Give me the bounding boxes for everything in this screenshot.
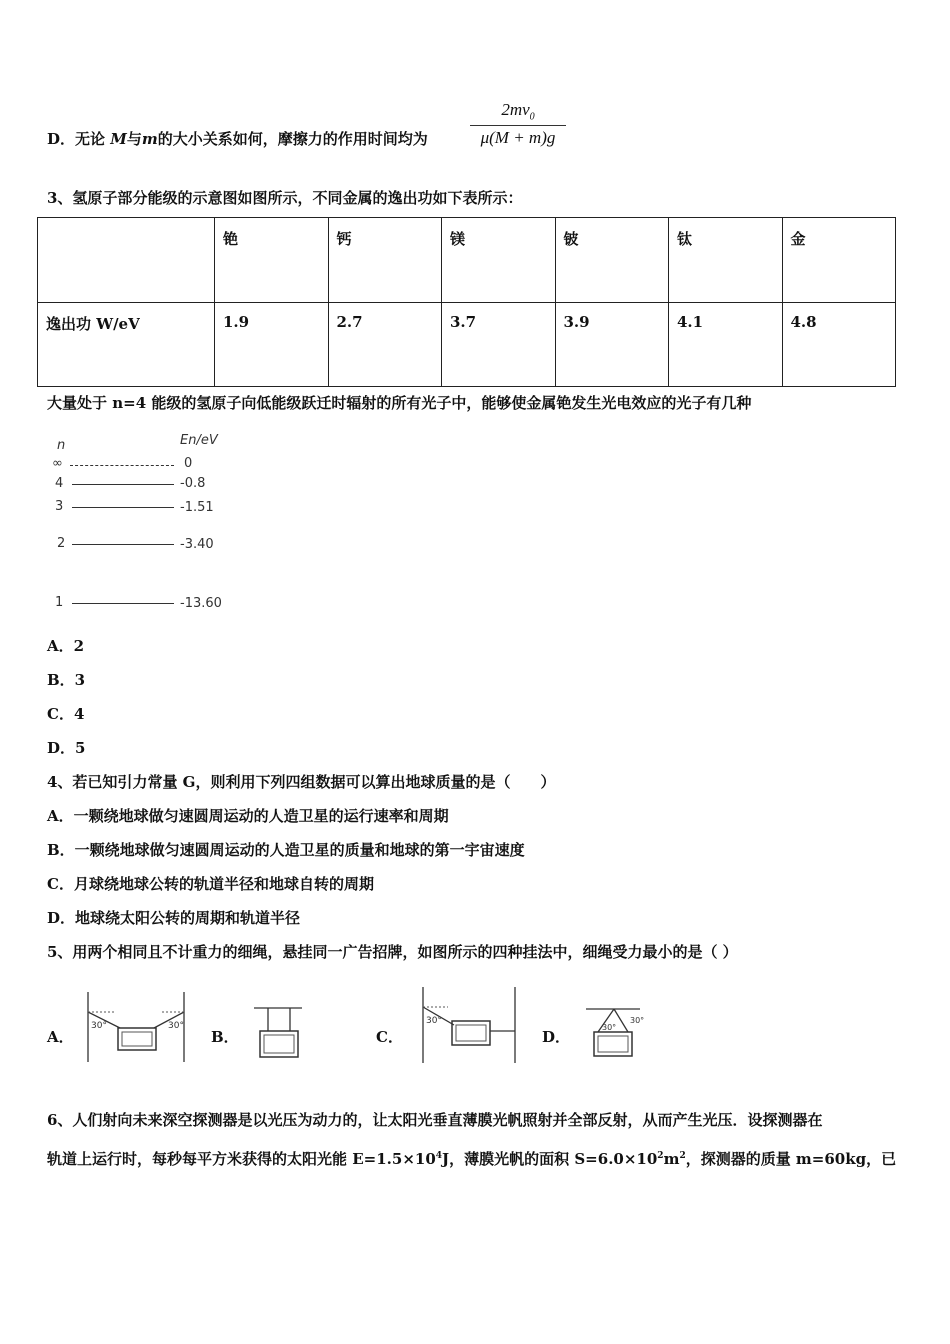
level-n: 1 <box>55 595 64 610</box>
table-cell: 4.1 <box>669 302 783 387</box>
table-cell: 4.8 <box>782 302 896 387</box>
energy-axis-label: En/eV <box>180 433 218 448</box>
level-n: ∞ <box>52 456 63 471</box>
q5-option-d[interactable]: D． <box>542 1028 571 1046</box>
q5-option-b[interactable]: B． <box>211 1028 239 1046</box>
table-cell: 逸出功 W/eV <box>38 302 215 387</box>
level-n: 3 <box>55 499 64 514</box>
level-4-line <box>72 484 174 485</box>
table-cell: 2.7 <box>328 302 442 387</box>
q4-option-d[interactable]: D．地球绕太阳公转的周期和轨道半径 <box>47 909 301 927</box>
table-cell: 铍 <box>555 218 669 303</box>
table-cell: 铯 <box>215 218 329 303</box>
q3-question: 大量处于 n=4 能级的氢原子向低能级跃迁时辐射的所有光子中，能够使金属铯发生光电效应的光子有几种 <box>47 394 752 412</box>
table-cell <box>38 218 215 303</box>
angle-label: 30° <box>168 1021 184 1031</box>
hanging-sign-d-figure <box>584 1006 648 1062</box>
table-cell: 钙 <box>328 218 442 303</box>
q4-option-c[interactable]: C．月球绕地球公转的轨道半径和地球自转的周期 <box>47 875 374 893</box>
table-cell: 钛 <box>669 218 783 303</box>
level-n: 4 <box>55 476 64 491</box>
angle-label: 30° <box>630 1016 645 1025</box>
level-1-line <box>72 603 174 604</box>
level-3-line <box>72 507 174 508</box>
table-cell: 3.7 <box>442 302 556 387</box>
table-row <box>38 302 896 387</box>
level-n: 2 <box>57 536 66 551</box>
q6-line-2: 轨道上运行时，每秒每平方米获得的太阳光能 $E=1.5\times 10^4J$，薄膜光帆的面积 $S=6.0\times 10^2m^2$，探测器的质量 m=60kg，已 <box>47 1150 897 1168</box>
q4-stem: 4、若已知引力常量 G，则利用下列四组数据可以算出地球质量的是（ ） <box>47 773 556 791</box>
table-cell: 1.9 <box>215 302 329 387</box>
q5-option-a[interactable]: A． <box>47 1028 74 1046</box>
q5-option-c[interactable]: C． <box>376 1028 403 1046</box>
q5-stem: 5、用两个相同且不计重力的细绳，悬挂同一广告招牌，如图所示的四种挂法中，细绳受力最小的是（ ） <box>47 943 738 961</box>
q4-option-b[interactable]: B．一颗绕地球做匀速圆周运动的人造卫星的质量和地球的第一宇宙速度 <box>47 841 525 859</box>
level-energy: -0.8 <box>180 476 206 491</box>
level-infinity-line <box>70 465 174 466</box>
angle-label: 30° <box>602 1023 617 1032</box>
q3-option-b[interactable]: B．3 <box>47 671 86 689</box>
q3-stem: 3、氢原子部分能级的示意图如图所示，不同金属的逸出功如下表所示： <box>47 189 523 207</box>
hanging-sign-b-figure <box>254 1005 304 1061</box>
table-cell: 3.9 <box>555 302 669 387</box>
q6-line-1: 6、人们射向未来深空探测器是以光压为动力的，让太阳光垂直薄膜光帆照射并全部反射，从而产生光压．设探测器在 <box>47 1111 823 1129</box>
q3-option-a[interactable]: A．2 <box>47 637 85 655</box>
n-axis-label: n <box>57 438 66 453</box>
q4-option-a[interactable]: A．一颗绕地球做匀速圆周运动的人造卫星的运行速率和周期 <box>47 807 449 825</box>
work-function-table <box>37 217 896 387</box>
table-cell: 金 <box>782 218 896 303</box>
q2-option-d: D．无论 M与m的大小关系如何，摩擦力的作用时间均为 <box>47 130 428 148</box>
level-energy: -3.40 <box>180 537 214 552</box>
angle-label: 30° <box>426 1016 442 1026</box>
level-energy: -13.60 <box>180 596 222 611</box>
hanging-sign-c-figure <box>418 985 522 1063</box>
q3-option-c[interactable]: C．4 <box>47 705 85 723</box>
q3-option-d[interactable]: D．5 <box>47 739 86 757</box>
hanging-sign-a-figure <box>84 990 188 1062</box>
table-header-row <box>38 218 896 303</box>
table-cell: 镁 <box>442 218 556 303</box>
angle-label: 30° <box>91 1021 107 1031</box>
friction-time-fraction: $2mv_0$ μ(M + m)g <box>470 100 566 148</box>
level-energy: 0 <box>184 456 193 471</box>
level-energy: -1.51 <box>180 500 214 515</box>
level-2-line <box>72 544 174 545</box>
